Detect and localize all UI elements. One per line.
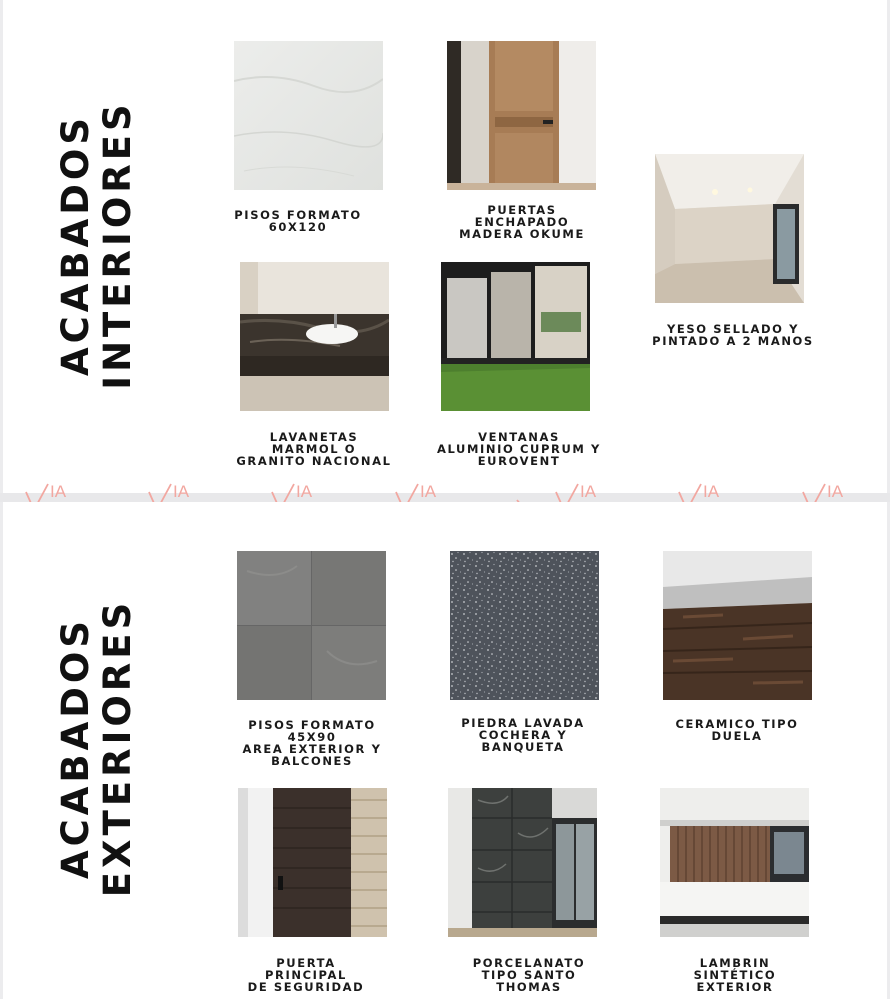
caption-porcelanato: PORCELANATO TIPO SANTO THOMAS bbox=[472, 956, 586, 994]
grey-tile-image bbox=[237, 551, 386, 700]
synthetic-cladding-image bbox=[660, 788, 809, 937]
wood-door-image bbox=[447, 41, 596, 190]
marble-tile-image bbox=[234, 41, 383, 190]
caption-yeso: YESO SELLADO Y PINTADO A 2 MANOS bbox=[652, 322, 814, 348]
watermark-logo: IA bbox=[801, 482, 861, 512]
caption-piedra-lavada: PIEDRA LAVADA COCHERA Y BANQUETA bbox=[461, 716, 585, 754]
exteriores-title-line2: EXTERIORES bbox=[96, 598, 139, 898]
caption-pisos-interior: PISOS FORMATO 60X120 bbox=[234, 208, 362, 234]
watermark-logo: IA bbox=[147, 482, 207, 512]
porcelain-facade-image bbox=[448, 788, 597, 937]
interiores-title-line1: ACABADOS bbox=[54, 113, 97, 377]
caption-ceramico: CERAMICO TIPO DUELA bbox=[675, 717, 799, 743]
caption-puertas: PUERTAS ENCHAPADO MADERA OKUME bbox=[459, 203, 585, 241]
caption-puerta-principal: PUERTA PRINCIPAL DE SEGURIDAD bbox=[247, 956, 365, 994]
caption-pisos-exterior: PISOS FORMATO 45X90 AREA EXTERIOR Y BALCONES bbox=[242, 718, 382, 768]
aluminum-window-image bbox=[441, 262, 590, 411]
caption-lavanetas: LAVANETAS MARMOL O GRANITO NACIONAL bbox=[236, 430, 392, 468]
marble-vanity-image bbox=[240, 262, 389, 411]
caption-ventanas: VENTANAS ALUMINIO CUPRUM Y EUROVENT bbox=[437, 430, 601, 468]
watermark-logo: IA bbox=[24, 482, 84, 512]
security-door-image bbox=[238, 788, 387, 937]
exteriores-title-line1: ACABADOS bbox=[54, 616, 97, 880]
watermark-logo: IA bbox=[270, 482, 330, 512]
watermark-logo: IA bbox=[394, 482, 454, 512]
wood-plank-ceramic-image bbox=[663, 551, 812, 700]
watermark-logo: IA bbox=[554, 482, 614, 512]
interiores-title-line2: INTERIORES bbox=[96, 100, 139, 390]
watermark-logo: IA bbox=[677, 482, 737, 512]
plaster-room-image bbox=[655, 154, 804, 303]
caption-lambrin: LAMBRIN SINTÉTICO EXTERIOR bbox=[693, 956, 777, 994]
washed-stone-image bbox=[450, 551, 599, 700]
